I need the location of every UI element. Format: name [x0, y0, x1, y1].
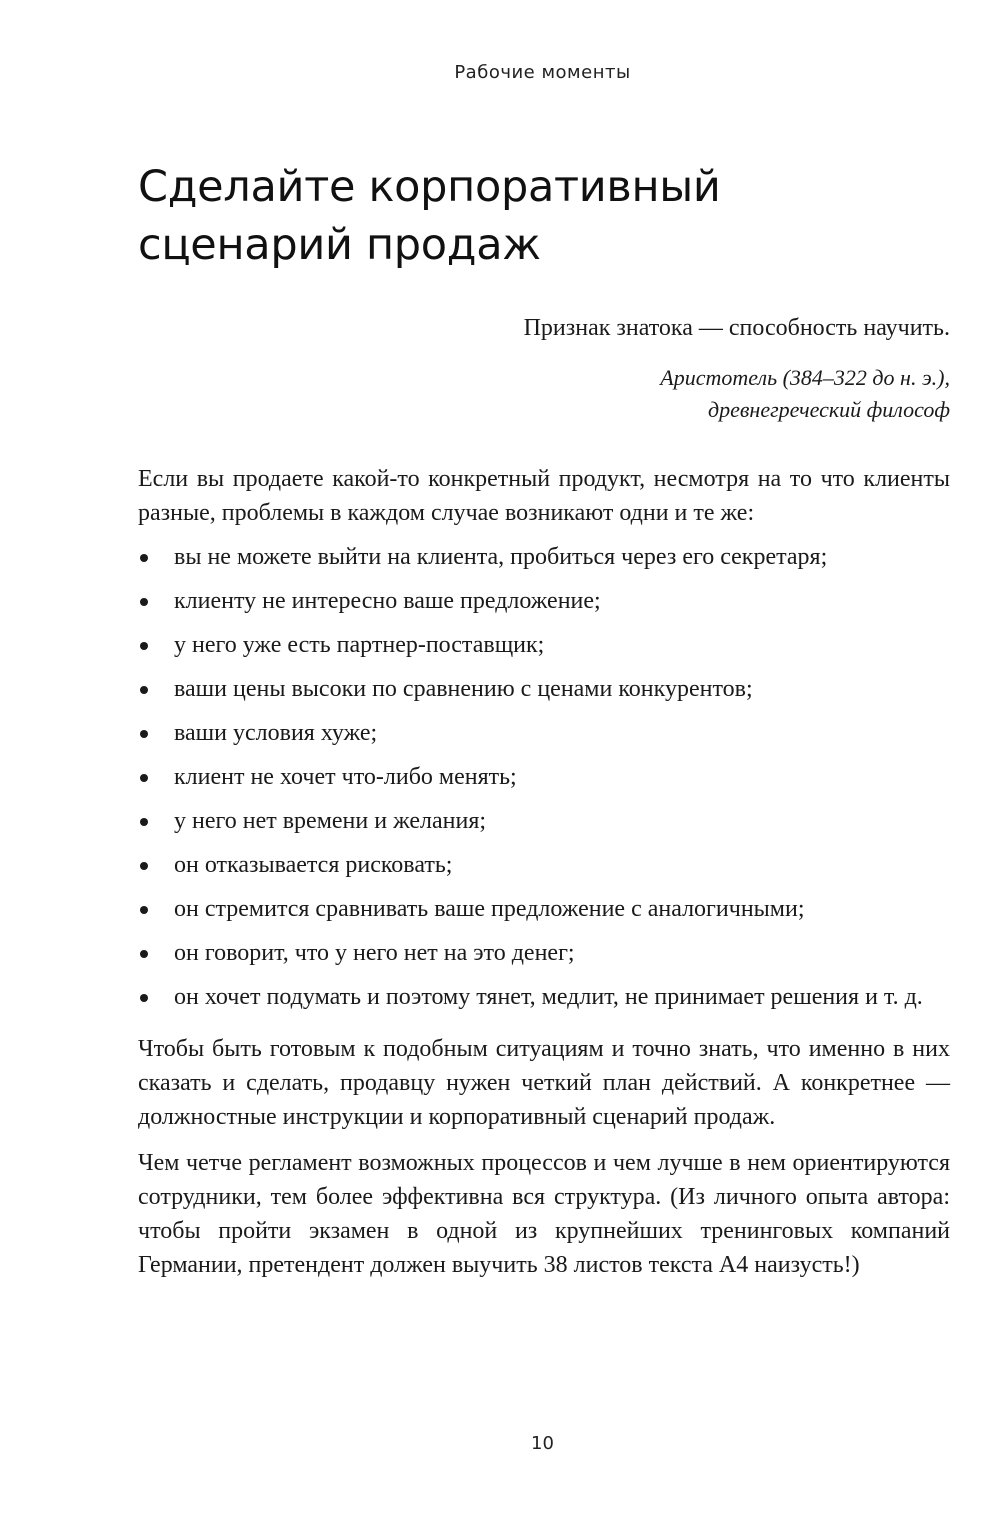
epigraph — [138, 312, 950, 426]
bullet-icon — [140, 994, 148, 1002]
bullet-icon — [140, 950, 148, 958]
list-item — [138, 892, 950, 926]
list-item-text: у него уже есть партнер-поставщик; — [174, 632, 545, 658]
list-item — [138, 848, 950, 882]
bullet-icon — [140, 862, 148, 870]
epigraph-author-name: Аристотель (384–322 до н. э.), — [660, 365, 950, 390]
list-item — [138, 716, 950, 750]
list-item-text: он хочет подумать и поэтому тянет, медлит, не принимает решения и т. д. — [174, 984, 923, 1010]
epigraph-quote: Признак знатока — способность научить. — [523, 315, 950, 341]
bullet-icon — [140, 818, 148, 826]
body-paragraph: Чтобы быть готовым к подобным ситуациям и точно знать, что именно в них сказать и сделать, продавцу нужен четкий план действий. А конкретнее — должностные инструкции и корпоративный сценарий продаж. — [138, 1036, 950, 1130]
issues-list — [138, 540, 950, 1014]
list-item-text: у него нет времени и желания; — [174, 808, 487, 834]
bullet-icon — [140, 598, 148, 606]
list-item — [138, 760, 950, 794]
bullet-icon — [140, 730, 148, 738]
bullet-icon — [140, 642, 148, 650]
list-item — [138, 628, 950, 662]
list-item-text: он говорит, что у него нет на это денег; — [174, 940, 575, 966]
list-item — [138, 804, 950, 838]
page-number: 10 — [531, 1433, 554, 1454]
list-item-text: клиенту не интересно ваше предложение; — [174, 588, 601, 614]
intro-paragraph: Если вы продаете какой-то конкретный продукт, несмотря на то что клиенты разные, проблемы в каждом случае возникают одни и те же: — [138, 466, 950, 526]
list-item — [138, 672, 950, 706]
list-item — [138, 540, 950, 574]
list-item-text: он отказывается рисковать; — [174, 852, 453, 878]
bullet-icon — [140, 774, 148, 782]
bullet-icon — [140, 554, 148, 562]
list-item — [138, 980, 950, 1014]
list-item — [138, 584, 950, 618]
list-item — [138, 936, 950, 970]
bullet-icon — [140, 686, 148, 694]
body-text — [138, 462, 950, 1282]
list-item-text: вы не можете выйти на клиента, пробиться через его секретаря; — [174, 544, 828, 570]
chapter-title: Сделайте корпоративный сценарий продаж — [138, 162, 721, 270]
list-item-text: ваши цены высоки по сравнению с ценами конкурентов; — [174, 676, 753, 702]
bullet-icon — [140, 906, 148, 914]
epigraph-author — [138, 362, 950, 426]
running-header: Рабочие моменты — [454, 62, 631, 83]
list-item-text: он стремится сравнивать ваше предложение с аналогичными; — [174, 896, 805, 922]
list-item-text: клиент не хочет что-либо менять; — [174, 764, 517, 790]
epigraph-author-description: древнегреческий философ — [707, 397, 950, 422]
body-paragraph: Чем четче регламент возможных процессов и чем лучше в нем ориентируются сотрудники, тем более эффективна вся структура. (Из личного опыта автора: чтобы пройти экзамен в одной из крупнейших тренинговых компаний Германии, претендент должен выучить 38 листов текста А4 наизусть!) — [138, 1150, 950, 1278]
list-item-text: ваши условия хуже; — [174, 720, 378, 746]
